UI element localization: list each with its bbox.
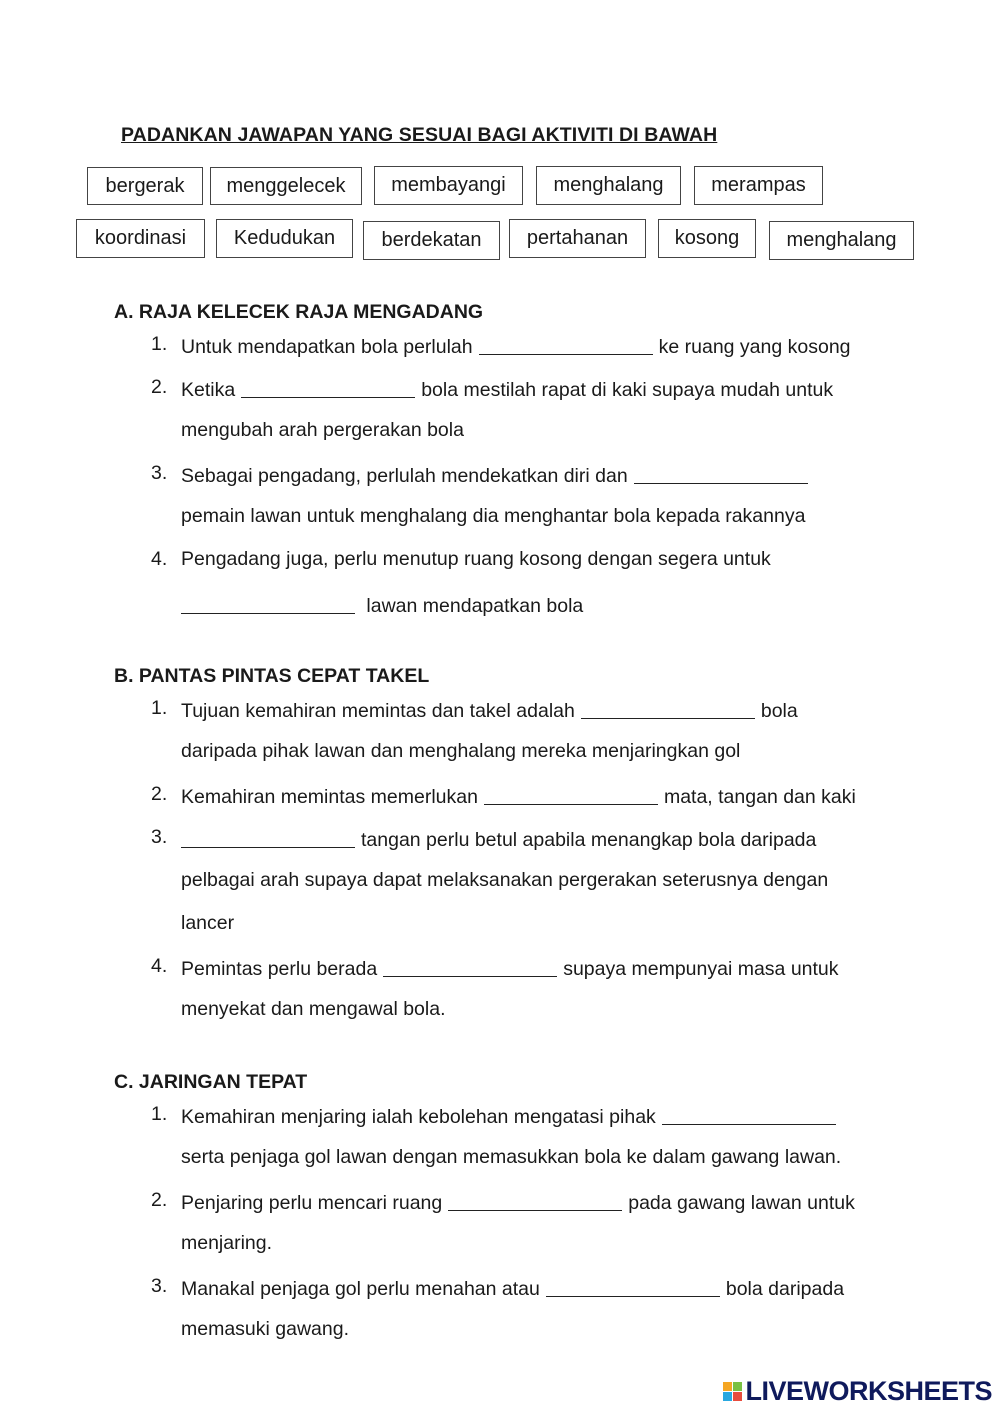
word-pertahanan[interactable]: pertahanan: [509, 219, 646, 258]
brand-name: LIVEWORKSHEETS: [745, 1376, 992, 1406]
question-a3: [181, 462, 814, 488]
question-text: lawan mendapatkan bola: [366, 595, 584, 617]
word-menghalang-1[interactable]: menghalang: [536, 166, 681, 205]
question-b4: [181, 955, 839, 981]
question-text: Tujuan kemahiran memintas dan takel adalah: [181, 700, 575, 722]
question-text: ke ruang yang kosong: [658, 336, 851, 358]
question-a1: [181, 333, 851, 359]
question-c3-line2: memasuki gawang.: [181, 1318, 349, 1340]
worksheet-title: PADANKAN JAWAPAN YANG SESUAI BAGI AKTIVITI DI BAWAH: [121, 124, 718, 146]
question-number: 4.: [151, 955, 168, 977]
question-c1-line2: serta penjaga gol lawan dengan memasukkan bola ke dalam gawang lawan.: [181, 1146, 842, 1168]
answer-blank-a2[interactable]: [241, 378, 415, 398]
word-merampas[interactable]: merampas: [694, 166, 823, 205]
answer-blank-a3[interactable]: [634, 464, 808, 484]
answer-blank-c3[interactable]: [546, 1277, 720, 1297]
question-number: 3.: [151, 1275, 168, 1297]
answer-blank-b1[interactable]: [581, 699, 755, 719]
answer-blank-c2[interactable]: [448, 1191, 622, 1211]
answer-blank-c1[interactable]: [662, 1105, 836, 1125]
answer-blank-b2[interactable]: [484, 785, 658, 805]
question-b3: [181, 826, 816, 852]
question-text: Sebagai pengadang, perlulah mendekatkan diri dan: [181, 465, 628, 487]
question-a2: [181, 376, 833, 402]
question-b3-line2: pelbagai arah supaya dapat melaksanakan pergerakan seterusnya dengan: [181, 869, 829, 891]
question-text: Manakal penjaga gol perlu menahan atau: [181, 1278, 540, 1300]
section-c-heading: C. JARINGAN TEPAT: [114, 1071, 308, 1093]
question-text: Penjaring perlu mencari ruang: [181, 1192, 443, 1214]
question-number: 2.: [151, 1189, 168, 1211]
question-number: 1.: [151, 333, 168, 355]
word-menggelecek[interactable]: menggelecek: [210, 167, 362, 205]
question-a3-line2: pemain lawan untuk menghalang dia menghantar bola kepada rakannya: [181, 505, 806, 527]
question-a4: Pengadang juga, perlu menutup ruang kosong dengan segera untuk: [181, 548, 771, 570]
section-a-heading: A. RAJA KELECEK RAJA MENGADANG: [114, 301, 484, 323]
question-text: pada gawang lawan untuk: [628, 1192, 855, 1214]
question-number: 2.: [151, 376, 168, 398]
question-number: 4.: [151, 548, 168, 570]
question-number: 1.: [151, 697, 168, 719]
question-text: bola daripada: [725, 1278, 845, 1300]
section-b-heading: B. PANTAS PINTAS CEPAT TAKEL: [114, 665, 430, 687]
question-text: Untuk mendapatkan bola perlulah: [181, 336, 473, 358]
question-text: bola: [760, 700, 798, 722]
word-bergerak[interactable]: bergerak: [87, 167, 203, 205]
answer-blank-a1[interactable]: [479, 335, 653, 355]
question-text: Kemahiran memintas memerlukan: [181, 786, 478, 808]
question-b3-line3: lancer: [181, 912, 235, 934]
question-a4-line2: [181, 592, 583, 618]
question-b2: [181, 783, 856, 809]
word-kedudukan[interactable]: Kedudukan: [216, 219, 353, 258]
question-text: mata, tangan dan kaki: [663, 786, 856, 808]
question-number: 3.: [151, 826, 168, 848]
question-text: Kemahiran menjaring ialah kebolehan mengatasi pihak: [181, 1106, 656, 1128]
answer-blank-b4[interactable]: [383, 957, 557, 977]
answer-blank-a4[interactable]: [181, 594, 355, 614]
question-c3: [181, 1275, 844, 1301]
question-number: 2.: [151, 783, 168, 805]
question-b1: [181, 697, 798, 723]
question-text: Ketika: [181, 379, 236, 401]
question-text: tangan perlu betul apabila menangkap bola daripada: [361, 829, 817, 851]
question-number: 1.: [151, 1103, 168, 1125]
liveworksheets-brand[interactable]: [723, 1376, 992, 1407]
question-number: 3.: [151, 462, 168, 484]
word-koordinasi[interactable]: koordinasi: [76, 219, 205, 258]
question-c2: [181, 1189, 855, 1215]
question-text: bola mestilah rapat di kaki supaya mudah untuk: [421, 379, 834, 401]
question-c2-line2: menjaring.: [181, 1232, 273, 1254]
question-a2-line2: mengubah arah pergerakan bola: [181, 419, 464, 441]
question-c1: [181, 1103, 842, 1129]
liveworksheets-logo-icon: [723, 1382, 742, 1401]
question-b4-line2: menyekat dan mengawal bola.: [181, 998, 446, 1020]
question-b1-line2: daripada pihak lawan dan menghalang mereka menjaringkan gol: [181, 740, 741, 762]
question-text: supaya mempunyai masa untuk: [563, 958, 839, 980]
word-kosong[interactable]: kosong: [658, 219, 756, 258]
question-text: Pemintas perlu berada: [181, 958, 378, 980]
word-membayangi[interactable]: membayangi: [374, 166, 523, 205]
word-menghalang-2[interactable]: menghalang: [769, 221, 914, 260]
word-berdekatan[interactable]: berdekatan: [363, 221, 500, 260]
answer-blank-b3[interactable]: [181, 828, 355, 848]
